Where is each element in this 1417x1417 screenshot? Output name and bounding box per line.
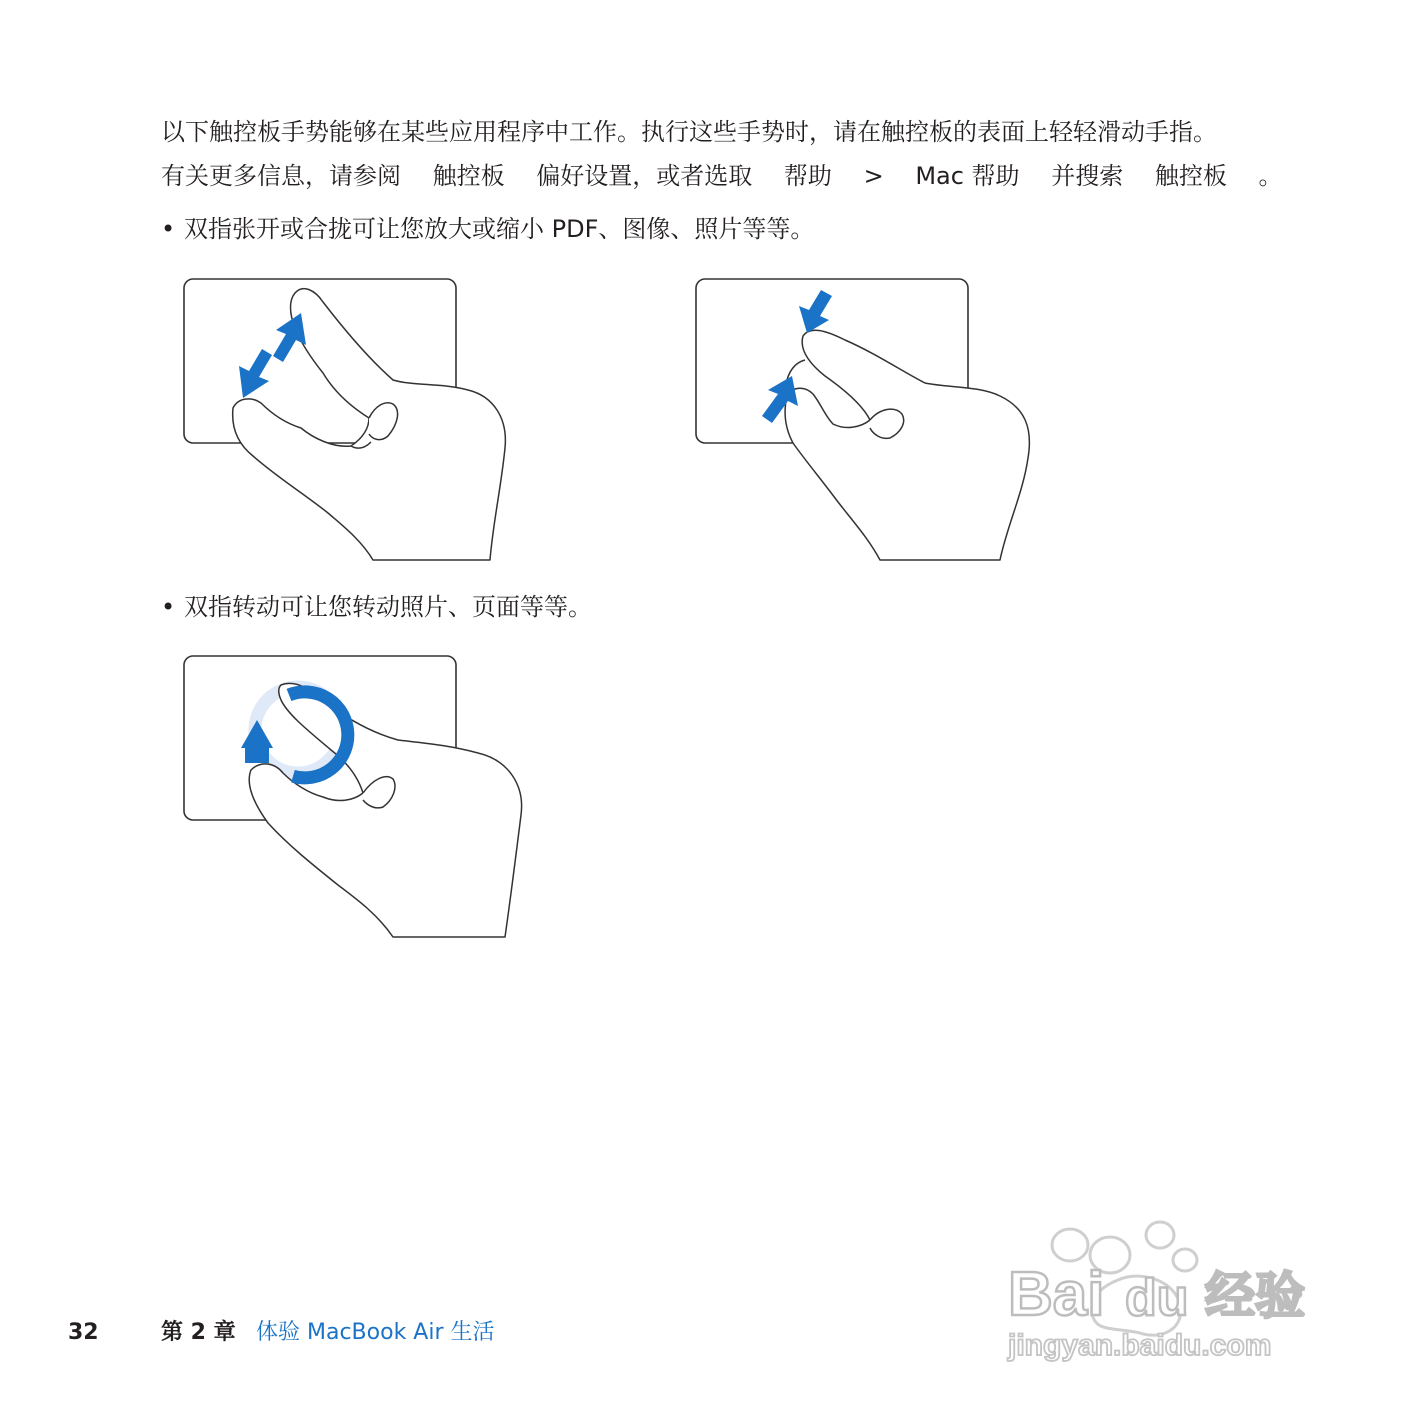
intro-term-trackpad: 触控板 (432, 162, 505, 190)
pinch-close-illustration (695, 278, 1035, 563)
intro-line-1: 以下触控板手势能够在某些应用程序中工作。执行这些手势时，请在触控板的表面上轻轻滑动手指。 (161, 118, 1217, 146)
chapter-label: 第 2 章 (161, 1320, 236, 1345)
svg-text:du: du (1125, 1269, 1189, 1327)
intro-term-trackpad-2: 触控板 (1154, 162, 1227, 190)
gesture-text-rotate: 双指转动可让您转动照片、页面等等。 (184, 593, 592, 621)
intro-period: 。 (1258, 162, 1283, 190)
intro-line-2 (161, 154, 1341, 198)
svg-text:jingyan.baidu.com: jingyan.baidu.com (1008, 1329, 1272, 1362)
svg-text:经验: 经验 (1205, 1267, 1305, 1325)
intro-text-3: 并搜索 (1051, 162, 1124, 190)
page-number: 32 (68, 1320, 99, 1345)
bullet-dot-icon: • (161, 215, 176, 243)
baidu-jingyan-watermark (1000, 1205, 1330, 1365)
gesture-text-pinch: 双指张开或合拢可让您放大或缩小 PDF、图像、照片等等。 (184, 215, 815, 243)
intro-text-2: 偏好设置，或者选取 (536, 162, 753, 190)
bullet-dot-icon: • (161, 593, 176, 621)
gesture-item-rotate (161, 587, 592, 627)
chapter-title: 体验 MacBook Air 生活 (256, 1320, 495, 1345)
intro-text-1: 有关更多信息，请参阅 (161, 162, 401, 190)
pinch-open-illustration (183, 278, 513, 563)
intro-arrow-symbol: > (863, 162, 884, 190)
svg-text:Bai: Bai (1008, 1260, 1105, 1329)
rotate-illustration (183, 655, 523, 940)
gesture-item-pinch (161, 209, 814, 249)
intro-term-mac-help: Mac 帮助 (915, 162, 1020, 190)
intro-term-help: 帮助 (783, 162, 832, 190)
